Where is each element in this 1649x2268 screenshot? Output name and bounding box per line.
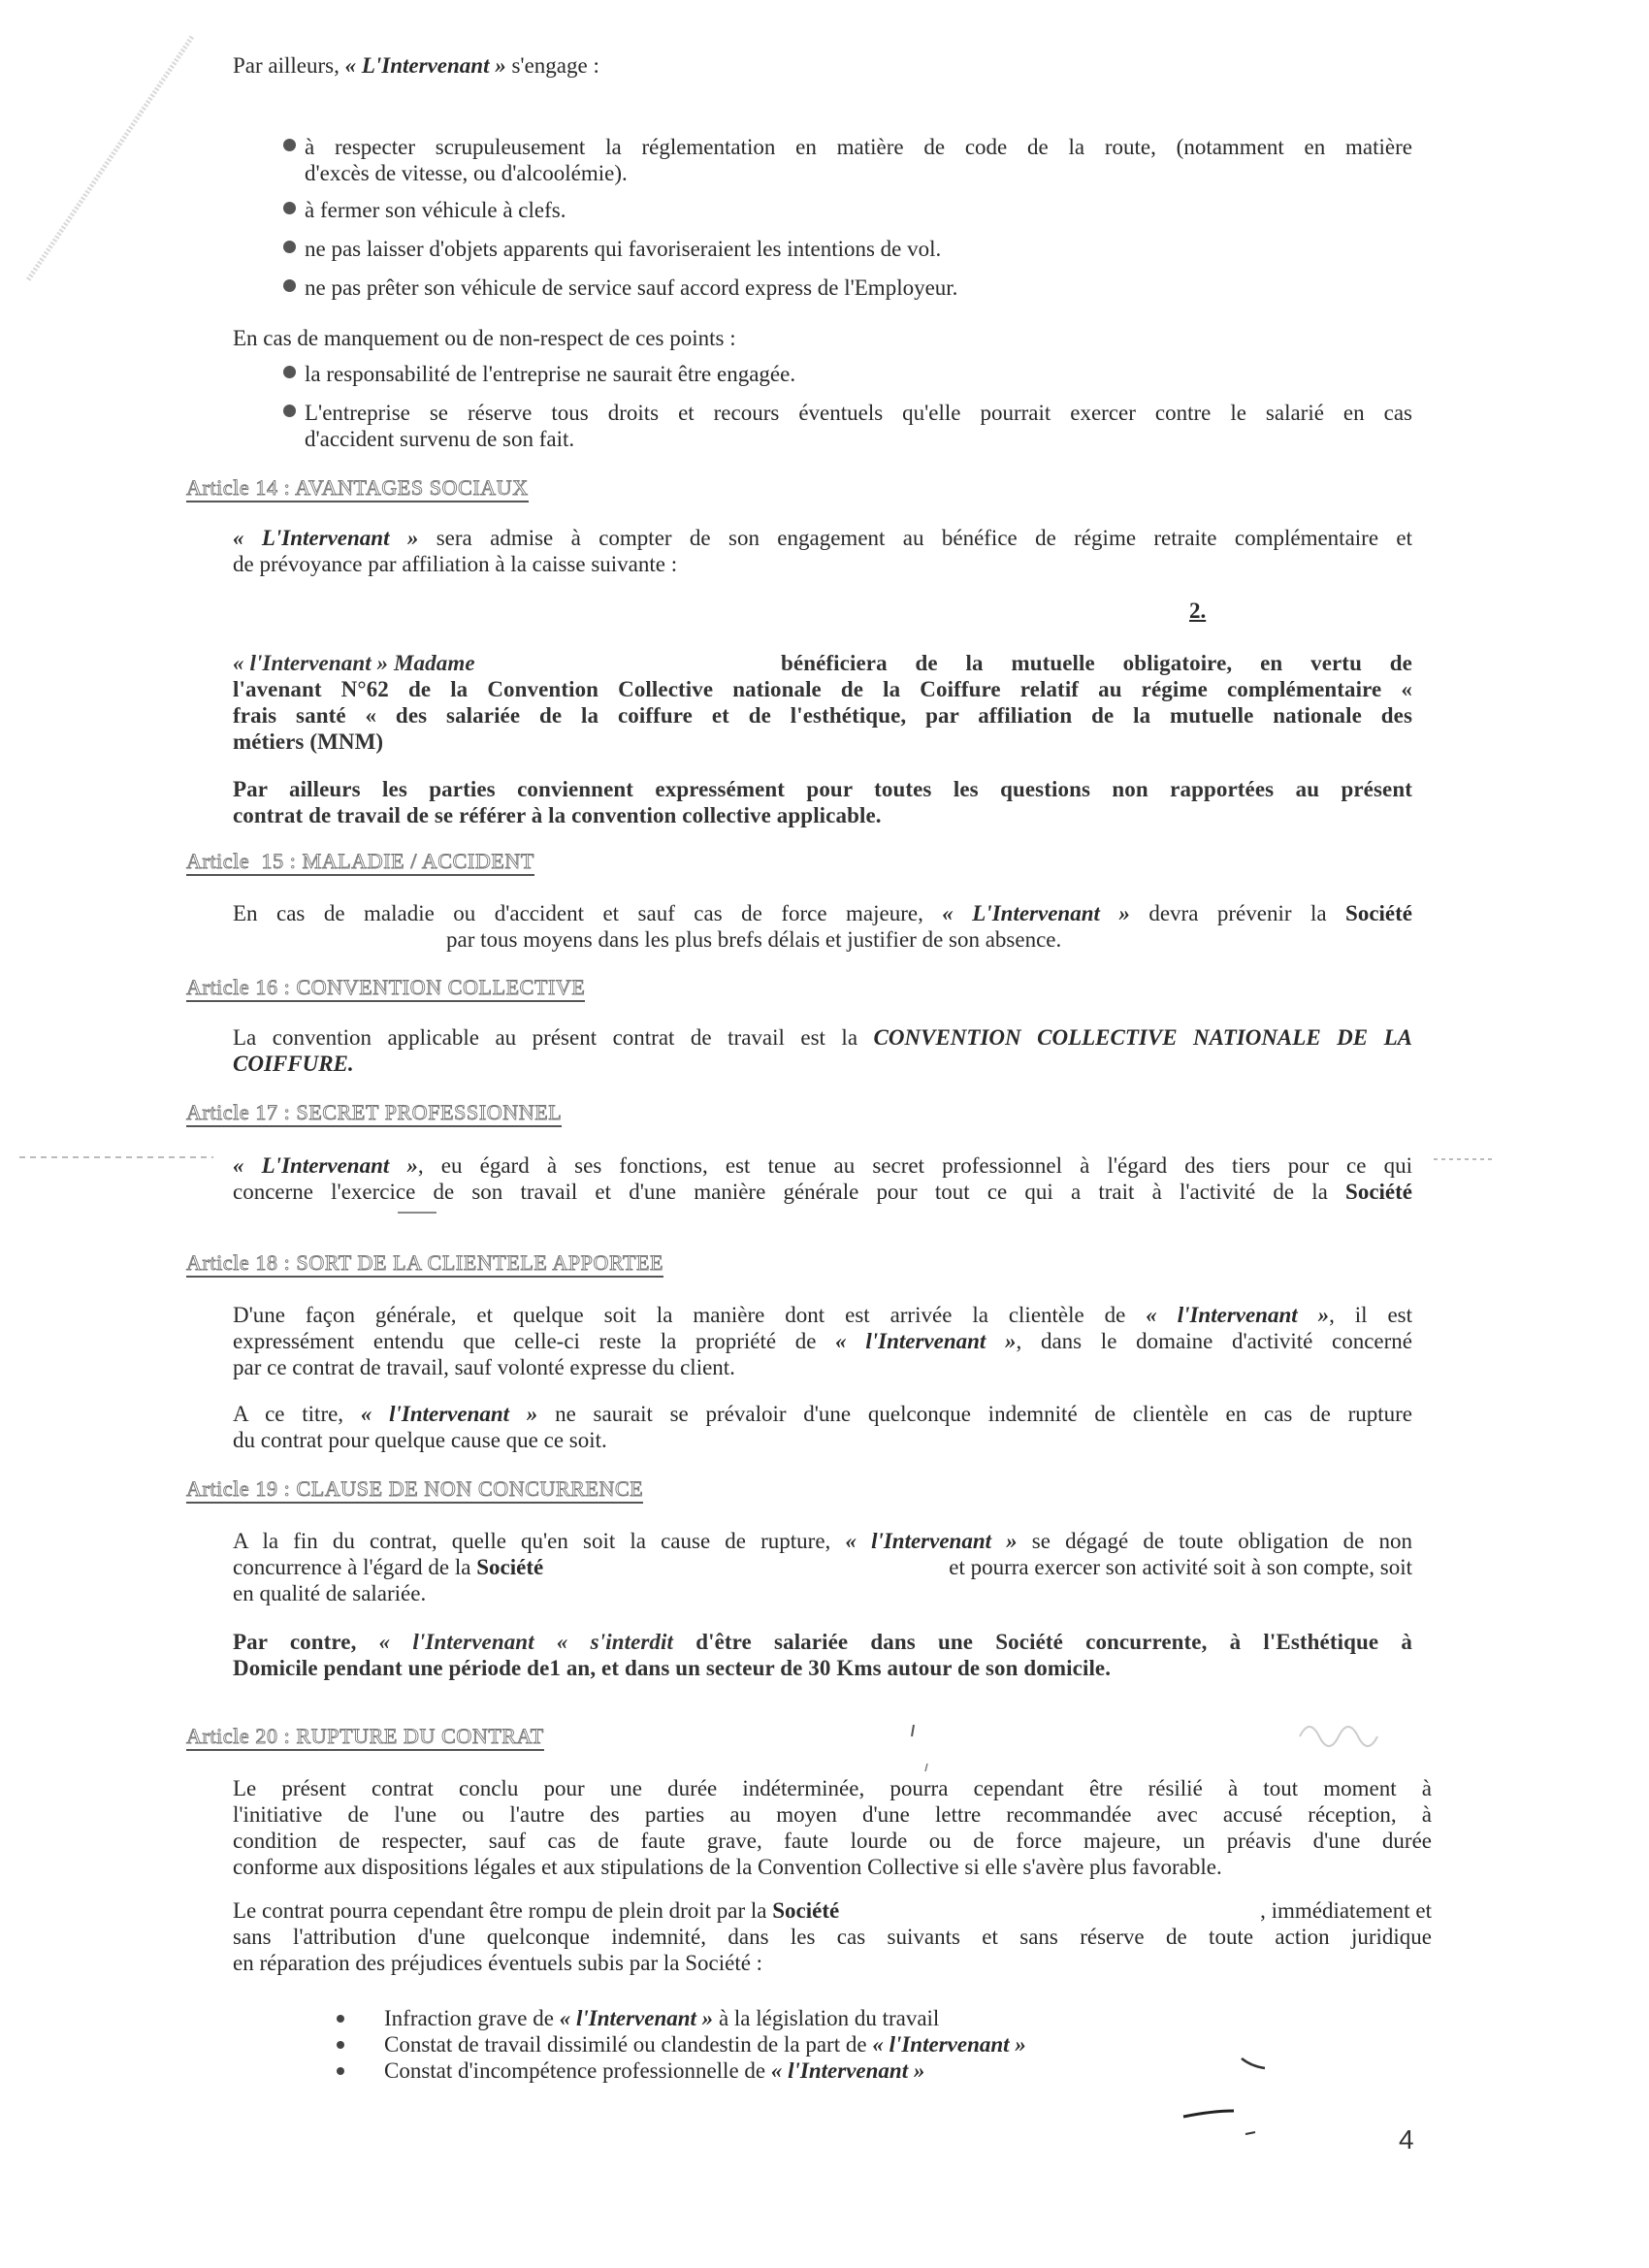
article-15-paragraph: En cas de maladie ou d'accident et sauf cas de force majeure, « L'Intervenant » devra prévenir la Société par tous moyens dans les plus brefs délais et justifier de son absence.	[233, 901, 1412, 952]
bullet-icon	[283, 139, 296, 151]
scan-streak-decoration	[0, 0, 213, 310]
article-18-paragraph-1: D'une façon générale, et quelque soit la manière dont est arrivée la clientèle de « l'Intervenant », il est expressément entendu que celle-ci reste la propriété de « l'Intervenant », dans le domaine d'activité concerné par ce contrat de travail, sauf volonté expresse du client.	[233, 1303, 1413, 1379]
intro-item-2: à fermer son véhicule à clefs.	[305, 198, 566, 222]
article-20-paragraph-1: Le présent contrat conclu pour une durée indéterminée, pourra cependant être résilié à tout moment à l'initiative de l'une ou l'autre des parties au moyen d'une lettre recommandée avec accusé réception, à condition de respecter, sauf cas de faute grave, faute lourde ou de force majeure, un préavis d'une durée conforme aux dispositions légales et aux stipulations de la Convention Collective si elle s'avère plus favorable.	[233, 1776, 1432, 1879]
article-16-heading: Article 16 : CONVENTION COLLECTIVE	[186, 976, 585, 1002]
article-14-paragraph-1: « L'Intervenant » sera admise à compter de son engagement au bénéfice de régime retraite complémentaire et de prévoyance par affiliation à la caisse suivante :	[233, 526, 1412, 576]
breach-item-1: la responsabilité de l'entreprise ne saurait être engagée.	[305, 362, 796, 386]
bullet-icon	[283, 241, 296, 253]
article-19-heading: Article 19 : CLAUSE DE NON CONCURRENCE	[186, 1477, 643, 1504]
article-16-paragraph: La convention applicable au présent contrat de travail est la CONVENTION COLLECTIVE NATIONALE DE LA COIFFURE.	[233, 1025, 1413, 1076]
breach-item-2: L'entreprise se réserve tous droits et recours éventuels qu'elle pourrait exercer contre le salarié en cas d'accident survenu de son fait.	[305, 401, 1412, 451]
breach-lead: En cas de manquement ou de non-respect de ces points :	[233, 326, 736, 350]
article-18-paragraph-2: A ce titre, « l'Intervenant » ne saurait se prévaloir d'une quelconque indemnité de clientèle en cas de rupture du contrat pour quelque cause que ce soit.	[233, 1402, 1413, 1452]
intro-lead: Par ailleurs, « L'Intervenant » s'engage :	[233, 53, 599, 78]
article-14-heading: Article 14 : AVANTAGES SOCIAUX	[186, 476, 529, 502]
bullet-icon	[337, 2041, 344, 2049]
bullet-icon	[337, 2067, 344, 2075]
article-19-paragraph-2: Par contre, « l'Intervenant « s'interdit d'être salariée dans une Société concurrente, à l'Esthétique à Domicile pendant une période de1 an, et dans un secteur de 30 Kms autour de son domicile.	[233, 1630, 1412, 1680]
article-14-paragraph-2: « l'Intervenant » Madame bénéficiera de la mutuelle obligatoire, en vertu de l'avenant N°62 de la Convention Collective nationale de la Coiffure relatif au régime complémentaire « frais santé « des salariée de la coiffure et de l'esthétique, par affiliation de la mutuelle nationale des métiers (MNM)	[233, 651, 1412, 754]
caisse-mark: 2.	[1189, 599, 1207, 623]
article-18-heading: Article 18 : SORT DE LA CLIENTELE APPORTEE	[186, 1251, 663, 1278]
article-17-heading: Article 17 : SECRET PROFESSIONNEL	[186, 1101, 562, 1127]
termination-case-1: Infraction grave de « l'Intervenant » à la législation du travail	[384, 2006, 940, 2030]
bullet-icon	[283, 366, 296, 378]
intro-item-4: ne pas prêter son véhicule de service sauf accord express de l'Employeur.	[305, 275, 958, 300]
handwriting-scribble-decoration	[892, 1707, 1474, 1785]
intro-item-1: à respecter scrupuleusement la réglementation en matière de code de la route, (notamment en matière d'excès de vitesse, ou d'alcoolémie).	[305, 135, 1412, 185]
page-number: 4	[1399, 2124, 1414, 2155]
pen-mark-decoration	[1164, 2047, 1377, 2154]
article-15-heading: Article 15 : MALADIE / ACCIDENT	[186, 850, 534, 876]
article-20-paragraph-2: Le contrat pourra cependant être rompu de plein droit par la Société , immédiatement et sans l'attribution d'une quelconque indemnité, dans les cas suivants et sans réserve de toute action juridique en réparation des préjudices éventuels subis par la Société :	[233, 1898, 1432, 1975]
bullet-icon	[283, 279, 296, 292]
article-17-paragraph: « L'Intervenant », eu égard à ses fonctions, est tenue au secret professionnel à l'égard des tiers pour ce qui concerne l'exercice de son travail et d'une manière générale pour tout ce qui a trait à l'activité de la Société	[233, 1153, 1412, 1204]
article-14-paragraph-3: Par ailleurs les parties conviennent expressément pour toutes les questions non rapportées au présent contrat de travail de se référer à la convention collective applicable.	[233, 777, 1412, 827]
article-20-heading: Article 20 : RUPTURE DU CONTRAT	[186, 1725, 544, 1751]
termination-case-2: Constat de travail dissimilé ou clandestin de la part de « l'Intervenant »	[384, 2032, 1026, 2057]
bullet-icon	[337, 2015, 344, 2023]
termination-case-3: Constat d'incompétence professionnelle de « l'Intervenant »	[384, 2058, 925, 2083]
bullet-icon	[283, 202, 296, 214]
bullet-icon	[283, 405, 296, 417]
article-19-paragraph-1: A la fin du contrat, quelle qu'en soit la cause de rupture, « l'Intervenant » se dégagé de toute obligation de non concurrence à l'égard de la Société et pourra exercer son activité soit à son compte, soit en qualité de salariée.	[233, 1529, 1412, 1605]
intro-item-3: ne pas laisser d'objets apparents qui favoriseraient les intentions de vol.	[305, 237, 942, 261]
